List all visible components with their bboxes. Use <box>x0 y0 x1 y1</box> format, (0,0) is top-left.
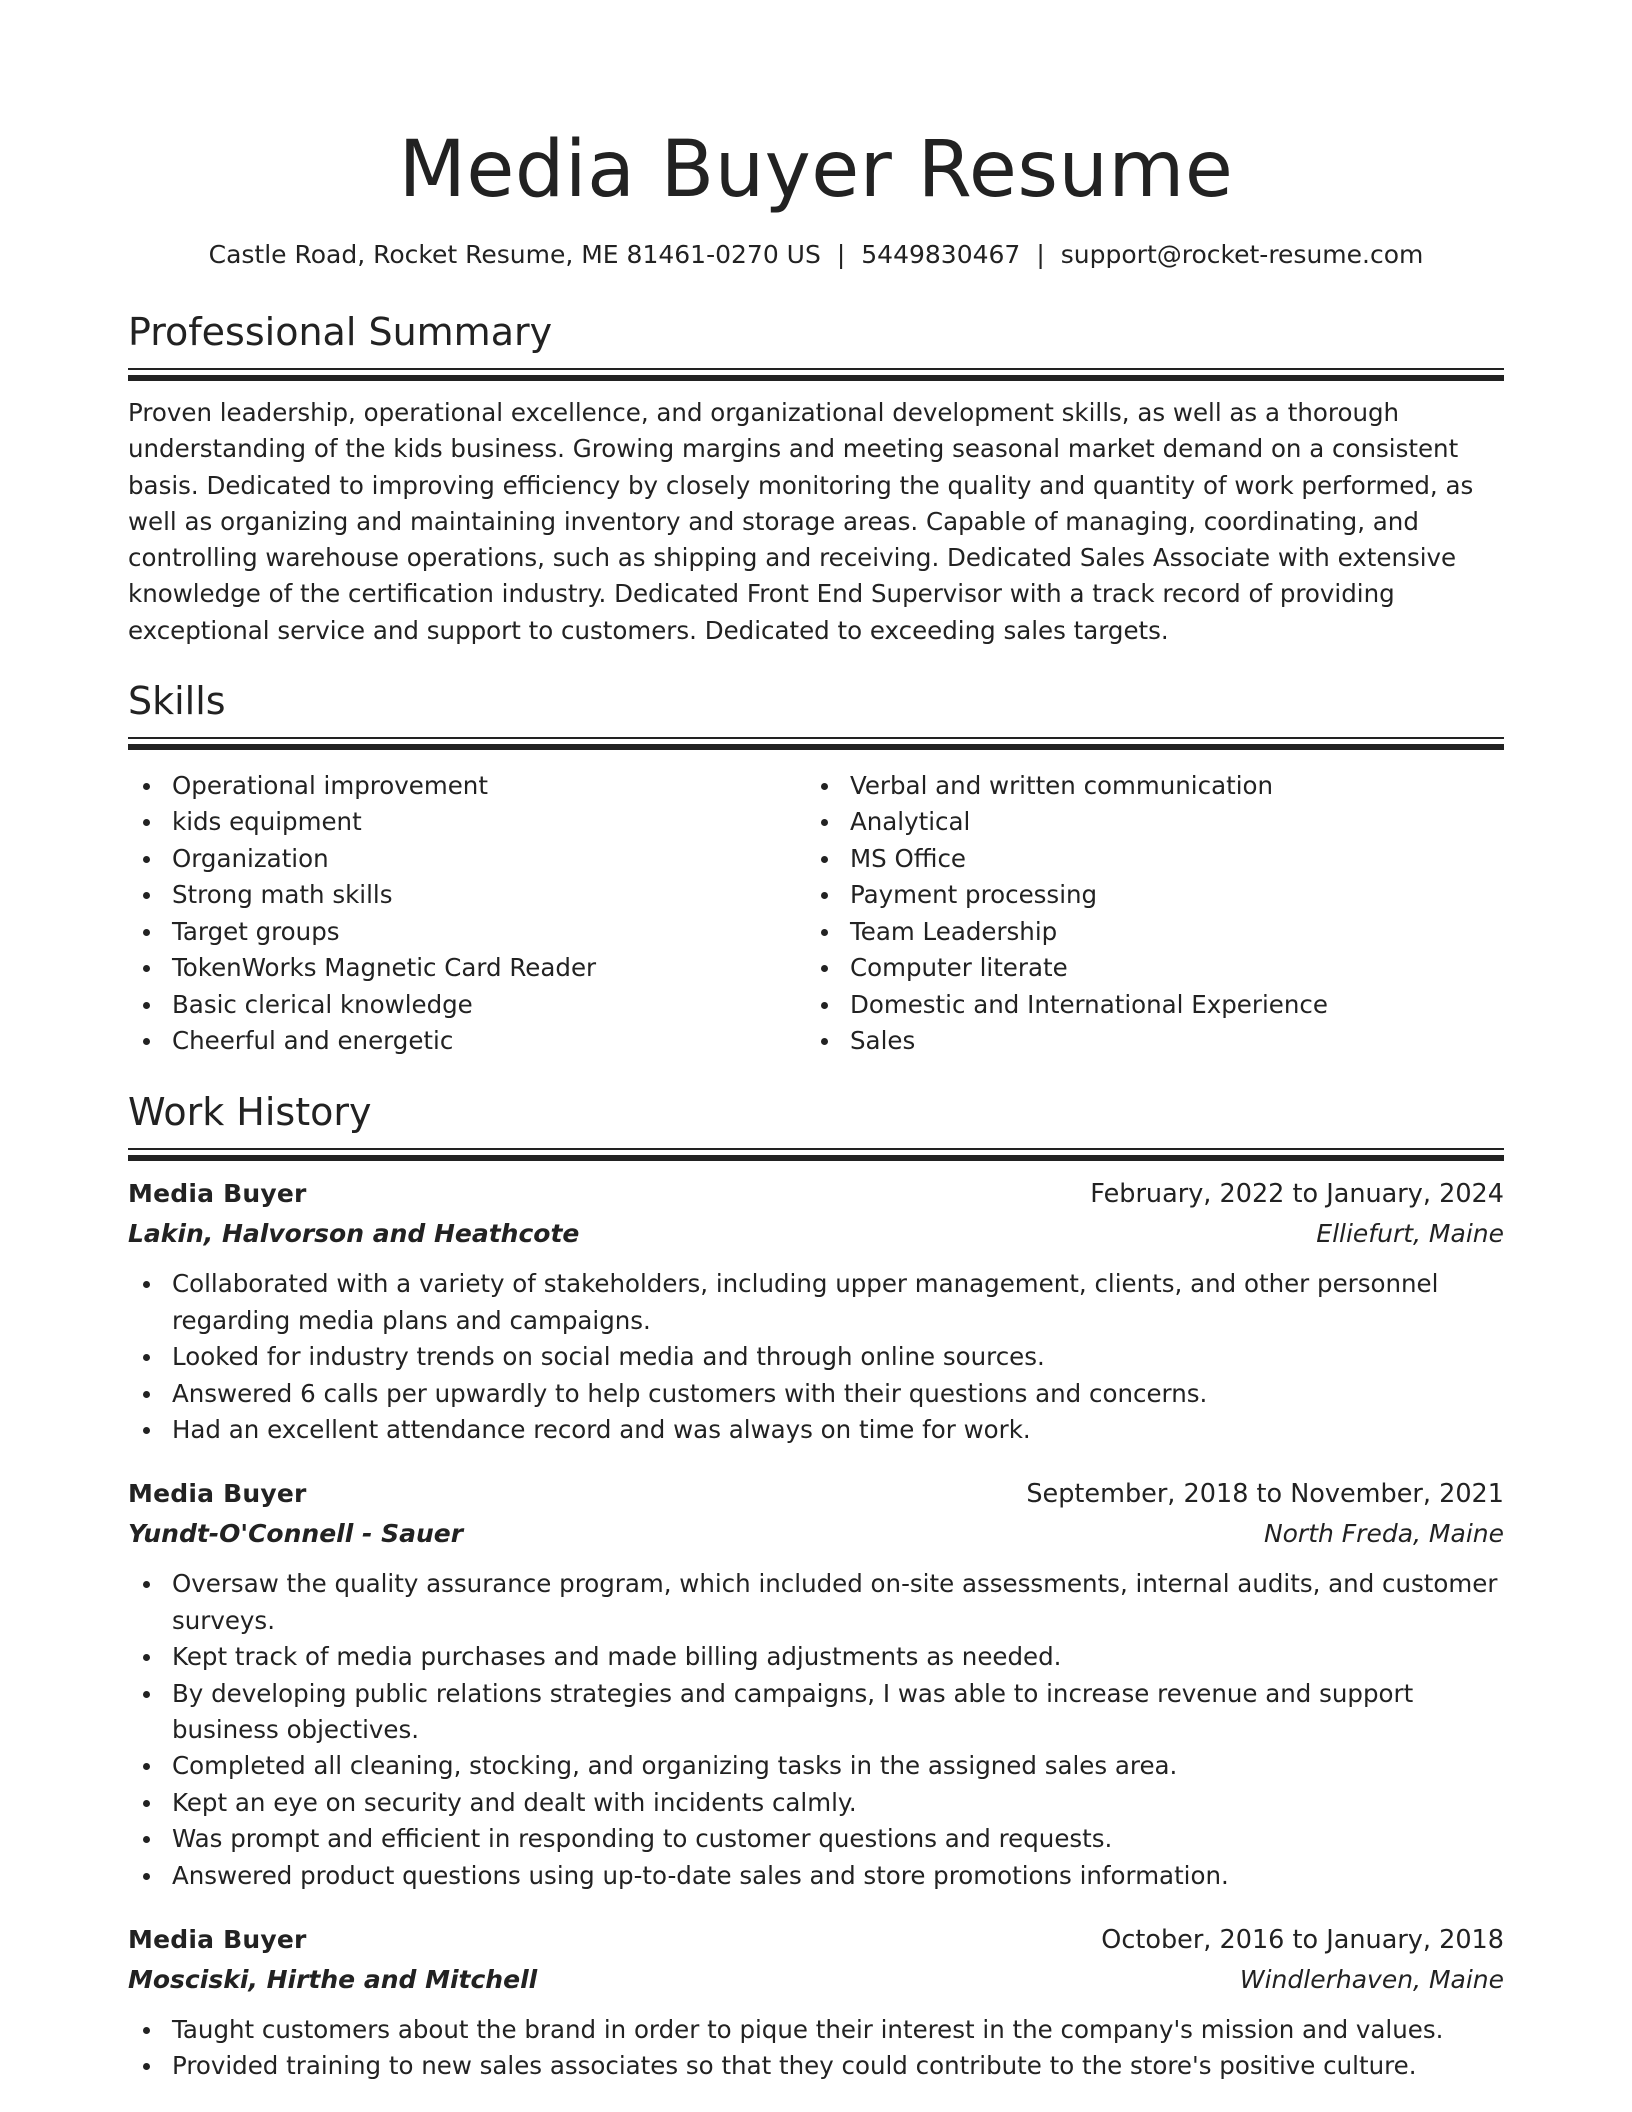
job-duty: Taught customers about the brand in order to pique their interest in the company's mission and values. <box>128 2012 1504 2048</box>
job-dates: February, 2022 to January, 2024 <box>1090 1179 1504 1210</box>
contact-email[interactable]: support@rocket-resume.com <box>1060 240 1424 269</box>
skill-item: TokenWorks Magnetic Card Reader <box>128 950 806 986</box>
job-company: Lakin, Halvorson and Heathcote <box>128 1219 580 1249</box>
job-duty: Kept track of media purchases and made billing adjustments as needed. <box>128 1639 1504 1675</box>
job-duties-list <box>128 1566 1504 1894</box>
skill-item: Target groups <box>128 914 806 950</box>
job-duty: By developing public relations strategies and campaigns, I was able to increase revenue and support business objectives. <box>128 1676 1504 1749</box>
job-header-row <box>128 1477 1504 1511</box>
job-entry <box>128 1177 1504 1448</box>
job-duty: Kept an eye on security and dealt with incidents calmly. <box>128 1785 1504 1821</box>
contact-line <box>128 238 1504 272</box>
job-company-row <box>128 1211 1504 1251</box>
section-heading: Professional Summary <box>128 310 553 354</box>
job-location: Windlerhaven, Maine <box>1239 1965 1504 1995</box>
section-heading: Skills <box>128 679 226 724</box>
job-duty: Answered product questions using up-to-date sales and store promotions information. <box>128 1858 1504 1894</box>
skill-item: Verbal and written communication <box>806 768 1484 804</box>
job-duty: Collaborated with a variety of stakeholders, including upper management, clients, and other personnel regarding media plans and campaigns. <box>128 1266 1504 1339</box>
professional-summary-section <box>128 307 1504 649</box>
job-header-row <box>128 1923 1504 1957</box>
job-duties-list <box>128 2012 1504 2085</box>
section-heading: Work History <box>128 1090 372 1135</box>
job-duty: Answered 6 calls per upwardly to help customers with their questions and concerns. <box>128 1376 1504 1412</box>
job-company-row <box>128 1957 1504 1997</box>
skill-item: Team Leadership <box>806 914 1484 950</box>
job-header-row <box>128 1177 1504 1211</box>
section-divider <box>128 737 1504 750</box>
resume-page <box>128 0 1504 2085</box>
job-location: North Freda, Maine <box>1263 1519 1504 1549</box>
skills-column-left <box>128 768 806 1059</box>
skill-item: Cheerful and energetic <box>128 1023 806 1059</box>
job-duty: Oversaw the quality assurance program, which included on-site assessments, internal audits, and customer surveys. <box>128 1566 1504 1639</box>
skill-item: Organization <box>128 841 806 877</box>
job-title: Media Buyer <box>128 1179 307 1209</box>
skill-item: Operational improvement <box>128 768 806 804</box>
skill-item: Strong math skills <box>128 877 806 913</box>
section-divider <box>128 368 1504 381</box>
job-company: Mosciski, Hirthe and Mitchell <box>128 1965 538 1995</box>
skills-grid <box>128 768 1504 1059</box>
contact-address: Castle Road, Rocket Resume, ME 81461-0270 US <box>208 240 821 269</box>
job-entry <box>128 1477 1504 1894</box>
job-title: Media Buyer <box>128 1925 307 1955</box>
contact-phone: 5449830467 <box>861 240 1021 269</box>
work-history-section <box>128 1087 1504 2085</box>
job-dates: October, 2016 to January, 2018 <box>1101 1925 1504 1956</box>
skill-item: Computer literate <box>806 950 1484 986</box>
skill-item: Analytical <box>806 804 1484 840</box>
job-location: Elliefurt, Maine <box>1316 1219 1504 1249</box>
skills-section <box>128 676 1504 1059</box>
job-entry <box>128 1923 1504 2085</box>
job-duty: Looked for industry trends on social media and through online sources. <box>128 1339 1504 1375</box>
job-duty: Had an excellent attendance record and was always on time for work. <box>128 1412 1504 1448</box>
skills-column-right <box>806 768 1484 1059</box>
job-company-row <box>128 1511 1504 1551</box>
summary-text: Proven leadership, operational excellence, and organizational development skills, as well as a thorough understanding of the kids business. Growing margins and meeting seasonal market demand on a consistent basis. Dedicated to improving efficiency by closely monitoring the quality and quantity of work performed, as well as organizing and maintaining inventory and storage areas. Capable of managing, coordinating, and controlling warehouse operations, such as shipping and receiving. Dedicated Sales Associate with extensive knowledge of the certification industry. Dedicated Front End Supervisor with a track record of providing exceptional service and support to customers. Dedicated to exceeding sales targets. <box>128 398 1474 645</box>
contact-separator: | <box>1036 240 1045 269</box>
job-dates: September, 2018 to November, 2021 <box>1026 1479 1504 1510</box>
contact-separator: | <box>836 240 846 269</box>
job-duty: Was prompt and efficient in responding to customer questions and requests. <box>128 1821 1504 1857</box>
job-title: Media Buyer <box>128 1479 307 1509</box>
skill-item: Basic clerical knowledge <box>128 987 806 1023</box>
skill-item: MS Office <box>806 841 1484 877</box>
resume-title: Media Buyer Resume <box>398 125 1234 215</box>
job-company: Yundt-O'Connell - Sauer <box>128 1519 464 1549</box>
job-duty: Provided training to new sales associates so that they could contribute to the store's positive culture. <box>128 2048 1504 2084</box>
skill-item: kids equipment <box>128 804 806 840</box>
job-duties-list <box>128 1266 1504 1448</box>
job-duty: Completed all cleaning, stocking, and organizing tasks in the assigned sales area. <box>128 1748 1504 1784</box>
skill-item: Sales <box>806 1023 1484 1059</box>
skill-item: Domestic and International Experience <box>806 987 1484 1023</box>
skill-item: Payment processing <box>806 877 1484 913</box>
section-divider <box>128 1148 1504 1161</box>
